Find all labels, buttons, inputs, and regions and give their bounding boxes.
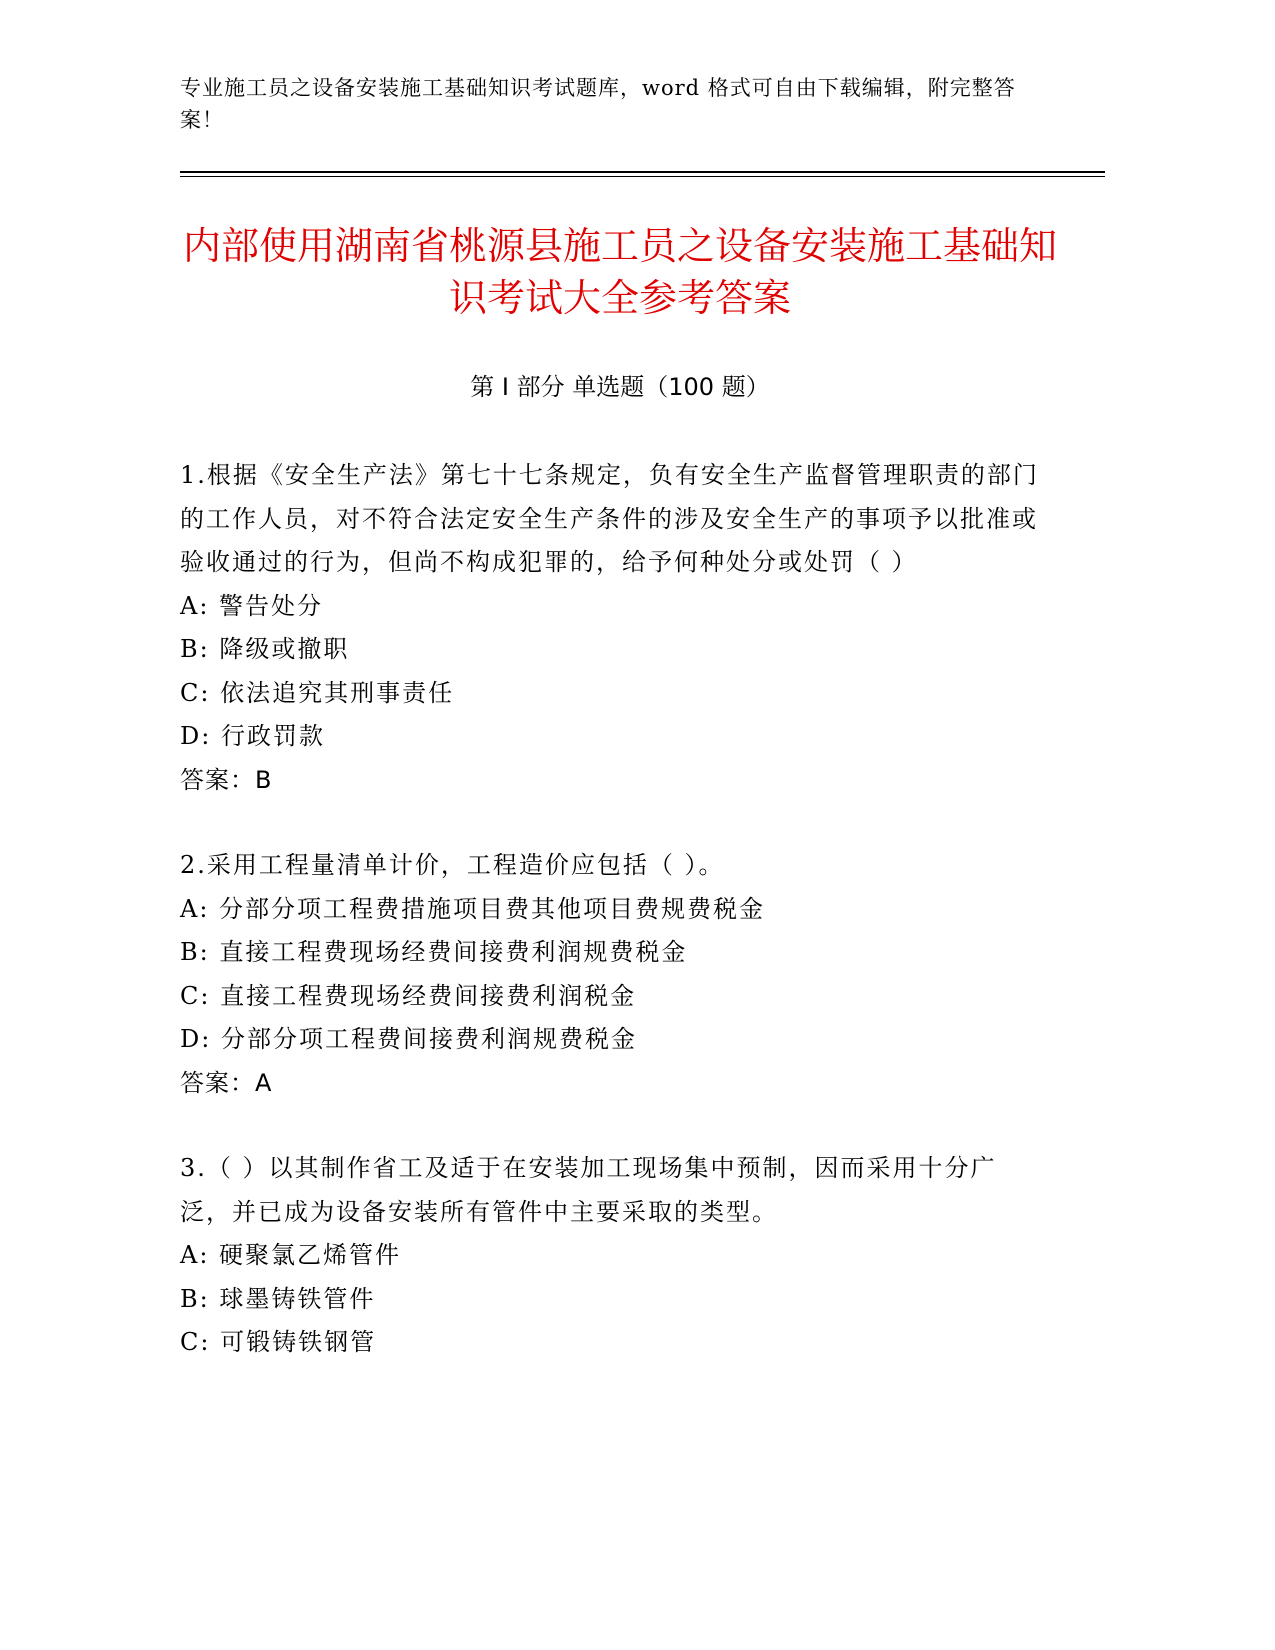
- question-1: [180, 454, 1040, 802]
- document-header-note: 专业施工员之设备安装施工基础知识考试题库，word 格式可自由下载编辑，附完整答案！: [180, 76, 1016, 132]
- question-stem: 1.根据《安全生产法》第七十七条规定，负有安全生产监督管理职责的部门的工作人员，对不符合法定安全生产条件的涉及安全生产的事项予以批准或验收通过的行为，但尚不构成犯罪的，给予何种处分或处罚（ ）: [180, 461, 1039, 576]
- option-a: A: 分部分项工程费措施项目费其他项目费规费税金: [180, 894, 766, 923]
- option-d: D: 行政罚款: [180, 722, 325, 750]
- answer: 答案：B: [180, 765, 273, 794]
- section-title: 第 I 部分 单选题（100 题）: [470, 373, 770, 401]
- option-c: C: 直接工程费现场经费间接费利润税金: [180, 981, 637, 1010]
- option-c: C: 可锻铸铁钢管: [180, 1328, 377, 1356]
- question-2: [180, 844, 1040, 1105]
- document-title: 内部使用湖南省桃源县施工员之设备安装施工基础知识考试大全参考答案: [182, 224, 1057, 320]
- option-c: C: 依法追究其刑事责任: [180, 678, 455, 707]
- answer: 答案：A: [180, 1068, 273, 1097]
- option-b: B: 球墨铸铁管件: [180, 1284, 376, 1313]
- question-stem: 2.采用工程量清单计价，工程造价应包括（ ）。: [180, 851, 725, 879]
- option-a: A: 硬聚氯乙烯管件: [180, 1241, 402, 1269]
- option-d: D: 分部分项工程费间接费利润规费税金: [180, 1025, 637, 1053]
- header-divider-thick: [180, 171, 1105, 173]
- option-b: B: 降级或撤职: [180, 635, 350, 663]
- option-b: B: 直接工程费现场经费间接费利润规费税金: [180, 938, 688, 966]
- question-3: [180, 1147, 1040, 1365]
- option-a: A: 警告处分: [180, 591, 324, 620]
- question-list: [180, 454, 1040, 1407]
- header-divider-thin: [180, 176, 1105, 177]
- question-stem: 3.（ ）以其制作省工及适于在安装加工现场集中预制，因而采用十分广泛，并已成为设备安装所有管件中主要采取的类型。: [180, 1154, 997, 1226]
